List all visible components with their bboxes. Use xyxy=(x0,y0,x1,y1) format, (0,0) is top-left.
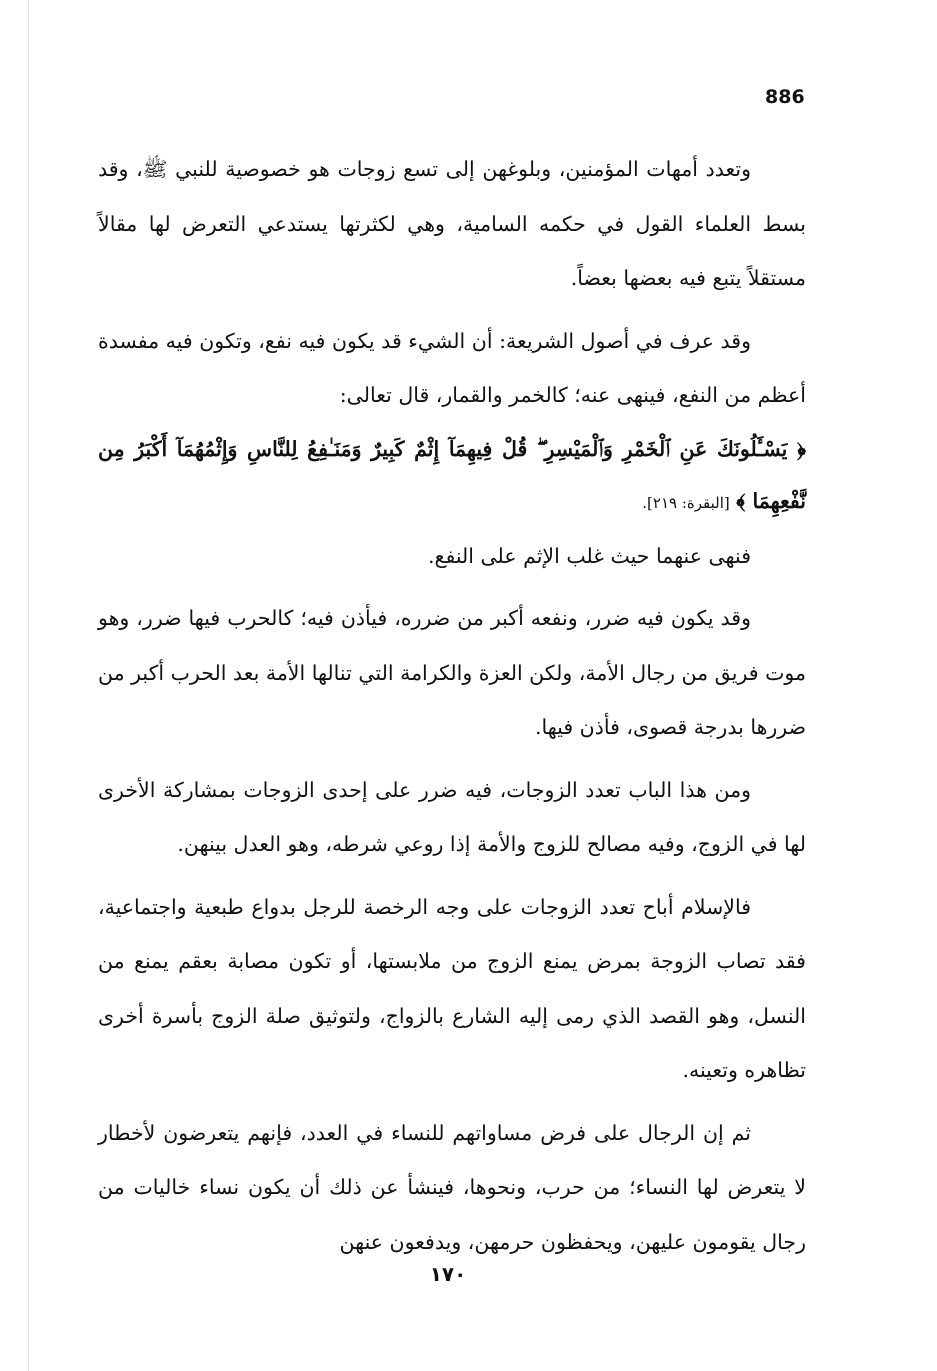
paragraph-6: فالإسلام أباح تعدد الزوجات على وجه الرخصة للرجل بدواع طبعية واجتماعية، فقد تصاب الزوجة بمرض يمنع الزوج من ملابستها، أو تكون مصابة بعقم يمنع من النسل، وهو القصد الذي رمى إليه الشارع بالزواج، ولتوثيق صلة الزوج بأسرة أخرى تظاهره وتعينه. xyxy=(98,894,806,1082)
verse-reference: [البقرة: ٢١٩]. xyxy=(642,493,730,512)
paragraph-7: ثم إن الرجال على فرض مساواتهم للنساء في العدد، فإنهم يتعرضون لأخطار لا يتعرض لها النساء؛ من حرب، ونحوها، فينشأ عن ذلك أن يكون نساء خاليات من رجال يقومون عليهن، ويحفظون حرمهن، ويدفعون عنهن xyxy=(98,1120,806,1254)
paragraph-2: وقد عرف في أصول الشريعة: أن الشيء قد يكون فيه نفع، وتكون فيه مفسدة أعظم من النفع، فينهى عنه؛ كالخمر والقمار، قال تعالى: xyxy=(98,328,806,407)
footer-page-number: ١٧٠ xyxy=(429,1262,467,1286)
quran-verse xyxy=(98,423,806,529)
header-page-number: 886 xyxy=(765,86,805,108)
paragraph-1: وتعدد أمهات المؤمنين، وبلوغهن إلى تسع زوجات هو خصوصية للنبي ﷺ، وقد بسط العلماء القول في حكمه السامية، وهي لكثرتها يستدعي التعرض لها مقالاً مستقلاً يتبع فيه بعضها بعضاً. xyxy=(98,157,806,290)
paragraph-3: فنهى عنهما حيث غلب الإثم على النفع. xyxy=(428,543,751,568)
paragraph-4: وقد يكون فيه ضرر، ونفعه أكبر من ضرره، فيأذن فيه؛ كالحرب فيها ضرر، وهو موت فريق من رجال الأمة، ولكن العزة والكرامة التي تنالها الأمة بعد الحرب أكبر من ضررها بدرجة قصوى، فأذن فيها. xyxy=(98,606,806,739)
verse-text: ﴿ يَسْـَٔلُونَكَ عَنِ ٱلْخَمْرِ وَٱلْمَيْسِرِ ۖ قُلْ فِيهِمَآ إِثْمٌ كَبِيرٌ وَمَنَـٰفِعُ لِلنَّاسِ وَإِثْمُهُمَآ أَكْبَرُ مِن نَّفْعِهِمَا ﴾ xyxy=(98,436,806,513)
body-text xyxy=(98,142,806,1269)
paragraph-5: ومن هذا الباب تعدد الزوجات، فيه ضرر على إحدى الزوجات بمشاركة الأخرى لها في الزوج، وفيه مصالح للزوج والأمة إذا روعي شرطه، وهو العدل بينهن. xyxy=(98,777,806,856)
page-edge-line xyxy=(28,0,29,1371)
